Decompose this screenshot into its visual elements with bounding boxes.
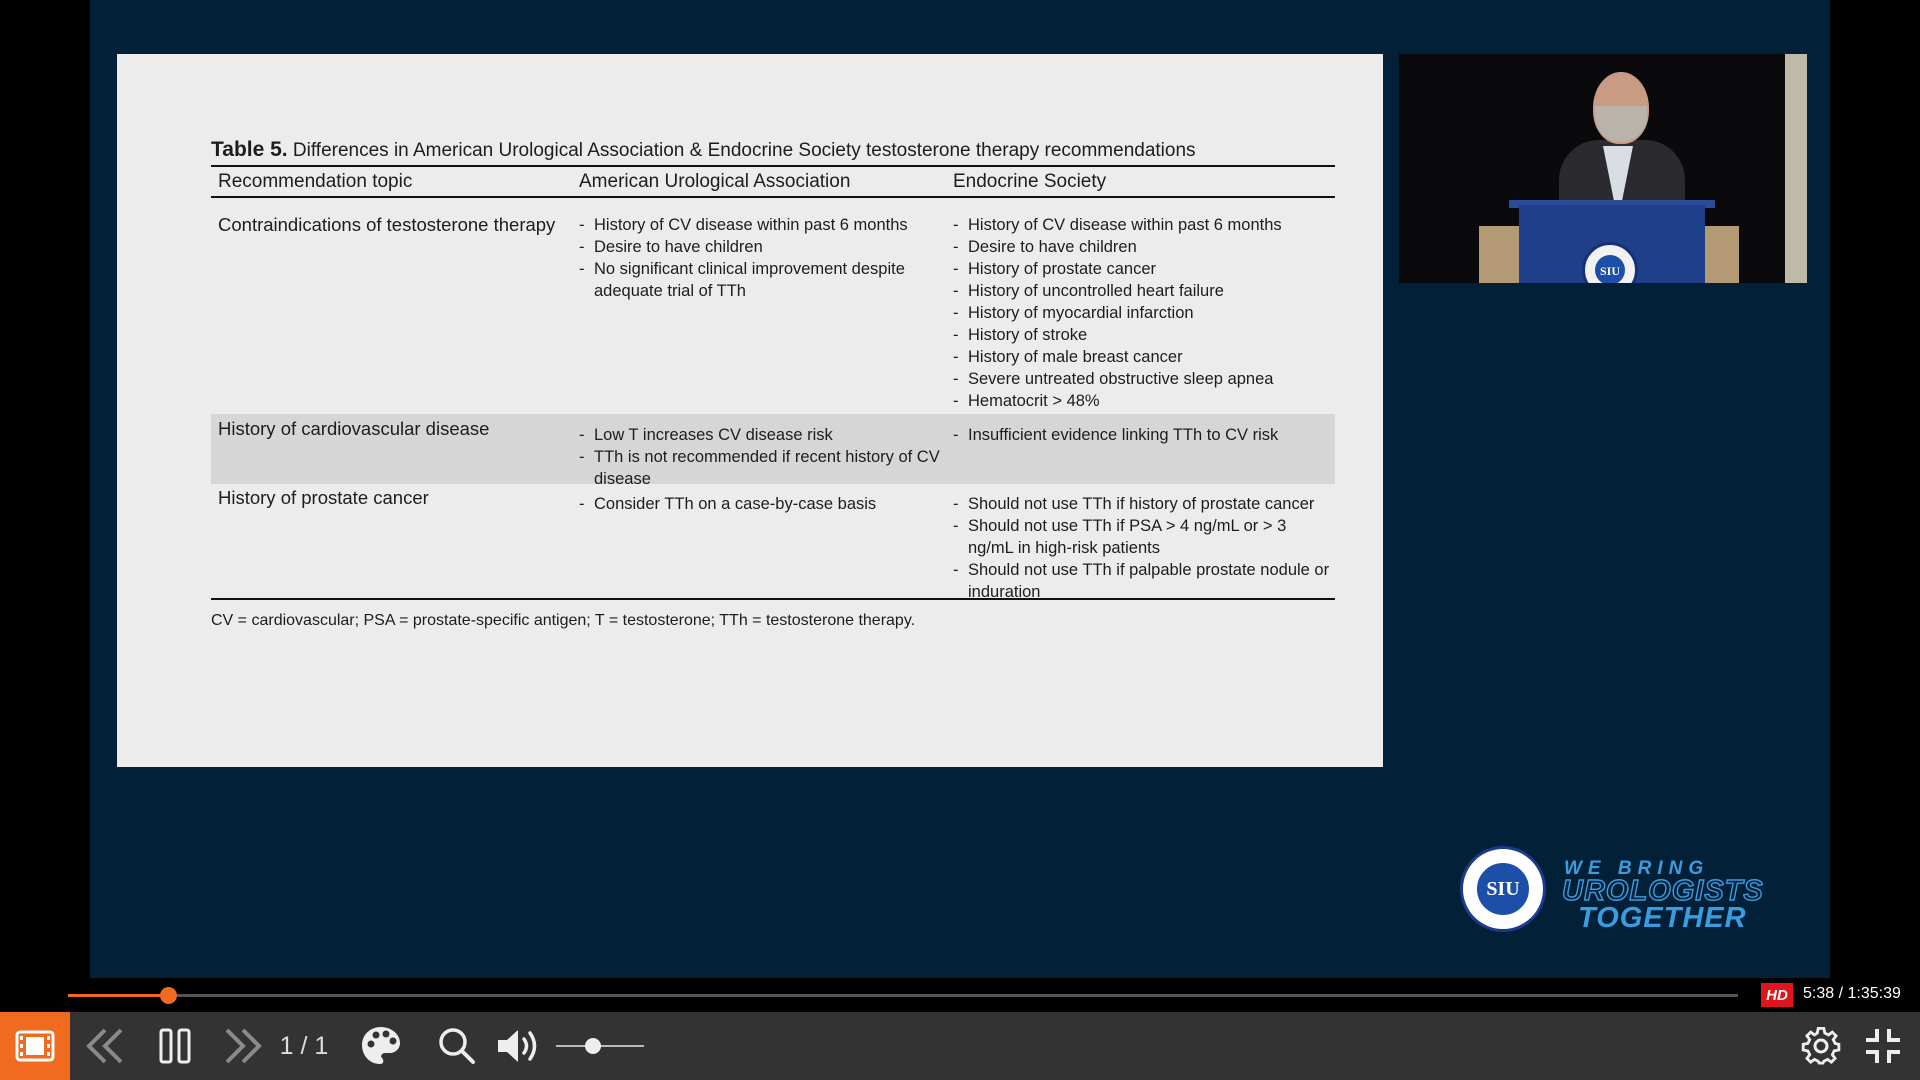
siu-seal-text: SIU [1475, 861, 1531, 917]
slide-table [211, 138, 1335, 630]
time-display: 5:38 / 1:35:39 [1803, 985, 1901, 1002]
progress-fill [68, 994, 168, 997]
table-header-row [211, 167, 1335, 196]
aua-list [579, 214, 953, 302]
list-item: - Consider TTh on a case-by-case basis [579, 493, 953, 515]
stage-curtain [1785, 54, 1807, 283]
pause-icon [159, 1028, 191, 1064]
settings-button[interactable] [1796, 1012, 1846, 1080]
table-caption [211, 138, 1335, 165]
list-item: - History of CV disease within past 6 months [953, 214, 1335, 236]
fast-forward-button[interactable] [220, 1012, 266, 1080]
rewind-button[interactable] [82, 1012, 128, 1080]
podium-seal-logo [1582, 242, 1638, 283]
search-button[interactable] [432, 1012, 482, 1080]
page-indicator: 1 / 1 [279, 1031, 329, 1060]
volume-icon [496, 1027, 542, 1065]
list-item: - No significant clinical improvement despite adequate trial of TTh [579, 258, 953, 302]
list-item: - History of uncontrolled heart failure [953, 280, 1335, 302]
header-es: Endocrine Society [953, 170, 1107, 192]
fast-forward-icon [221, 1026, 265, 1066]
brand-tagline-3: TOGETHER [1578, 902, 1747, 934]
settings-gear-icon [1801, 1026, 1841, 1066]
siu-brand-logo [1460, 846, 1764, 934]
list-item: - Insufficient evidence linking TTh to CV risk [953, 424, 1335, 446]
exit-fullscreen-button[interactable] [1858, 1012, 1908, 1080]
list-item: - History of myocardial infarction [953, 302, 1335, 324]
row-topic: Contraindications of testosterone therapy [218, 214, 556, 235]
brand-tagline-1: WE BRING [1564, 858, 1710, 879]
rewind-icon [83, 1026, 127, 1066]
list-item: - Desire to have children [953, 236, 1335, 258]
podium-side [1705, 226, 1739, 283]
list-item: - Desire to have children [579, 236, 953, 258]
volume-knob[interactable] [585, 1038, 601, 1054]
slides-icon [15, 1029, 55, 1063]
aua-list [579, 424, 953, 490]
exit-fullscreen-icon [1863, 1026, 1903, 1066]
list-item: - History of CV disease within past 6 months [579, 214, 953, 236]
podium-seal-text: SIU [1599, 264, 1621, 278]
presenter-video [1399, 54, 1807, 283]
row-topic: History of prostate cancer [218, 487, 429, 508]
list-item: - Severe untreated obstructive sleep apnea [953, 368, 1335, 390]
slides-button[interactable] [0, 1012, 70, 1080]
podium-side [1479, 226, 1519, 283]
volume-button[interactable] [492, 1012, 546, 1080]
palette-icon [360, 1025, 402, 1067]
theme-button[interactable] [356, 1012, 406, 1080]
list-item: - Should not use TTh if palpable prostate nodule or induration [953, 559, 1335, 603]
list-item: - Hematocrit > 48% [953, 390, 1335, 412]
list-item: - Low T increases CV disease risk [579, 424, 953, 446]
table-row [211, 414, 1335, 488]
list-item: - TTh is not recommended if recent history of CV disease [579, 446, 953, 490]
list-item: - Should not use TTh if history of prostate cancer [953, 493, 1335, 515]
presentation-slide [117, 54, 1383, 767]
list-item: - Should not use TTh if PSA > 4 ng/mL or > 3 ng/mL in high-risk patients [953, 515, 1335, 559]
table-row [211, 484, 1335, 601]
aua-list [579, 493, 953, 515]
es-list [953, 493, 1335, 603]
control-bar [0, 1012, 1920, 1080]
header-topic: Recommendation topic [218, 170, 413, 192]
list-item: - History of stroke [953, 324, 1335, 346]
siu-seal-logo [1460, 846, 1546, 932]
progress-bar[interactable] [68, 994, 1738, 997]
list-item: - History of male breast cancer [953, 346, 1335, 368]
brand-tagline-2: UROLOGISTS [1562, 875, 1764, 907]
pause-button[interactable] [152, 1012, 198, 1080]
table-row [211, 198, 1335, 414]
table-title: Differences in American Urological Association & Endocrine Society testosterone therapy recommendations [292, 140, 1196, 161]
table-footnote: CV = cardiovascular; PSA = prostate-specific antigen; T = testosterone; TTh = testosterone therapy. [211, 612, 916, 629]
progress-scrubber[interactable] [160, 987, 177, 1004]
es-list [953, 214, 1335, 412]
search-icon [438, 1027, 476, 1065]
list-item: - History of prostate cancer [953, 258, 1335, 280]
volume-slider[interactable] [556, 1045, 644, 1047]
es-list [953, 424, 1335, 446]
table-number: Table 5. [211, 138, 288, 161]
row-topic: History of cardiovascular disease [218, 418, 490, 439]
progress-row [0, 978, 1920, 1012]
hd-badge[interactable]: HD [1761, 983, 1793, 1007]
header-aua: American Urological Association [579, 170, 851, 192]
video-frame[interactable] [90, 0, 1830, 978]
